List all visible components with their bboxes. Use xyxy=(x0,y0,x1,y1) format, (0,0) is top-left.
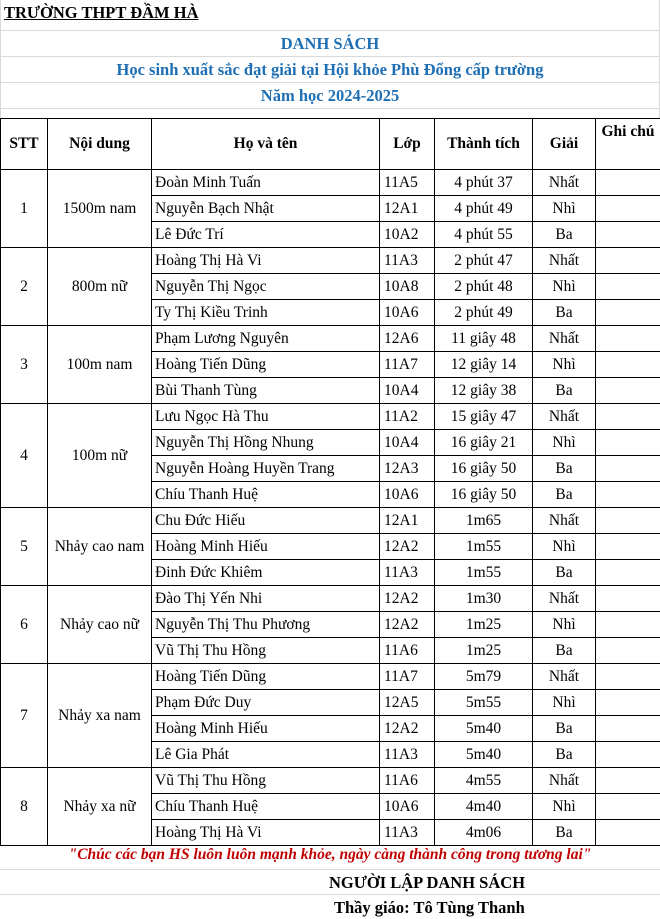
cell-class: 12A5 xyxy=(380,690,435,716)
school-year: Năm học 2024-2025 xyxy=(260,86,400,105)
cell-name: Nguyễn Thị Hồng Nhung xyxy=(152,430,380,456)
cell-class: 12A2 xyxy=(380,716,435,742)
cell-stt: 2 xyxy=(1,248,48,326)
cell-stt: 8 xyxy=(1,768,48,846)
cell-class: 12A2 xyxy=(380,612,435,638)
cell-note xyxy=(596,768,660,794)
table-row xyxy=(1,768,660,794)
cell-class: 10A4 xyxy=(380,430,435,456)
cell-prize: Ba xyxy=(533,482,596,508)
cell-event: Nhảy xa nữ xyxy=(48,768,152,846)
cell-result: 2 phút 47 xyxy=(435,248,533,274)
cell-class: 10A6 xyxy=(380,300,435,326)
cell-event: 800m nữ xyxy=(48,248,152,326)
cell-class: 11A7 xyxy=(380,664,435,690)
cell-result: 12 giây 38 xyxy=(435,378,533,404)
cell-name: Hoàng Tiến Dũng xyxy=(152,664,380,690)
cell-prize: Nhì xyxy=(533,274,596,300)
table-row xyxy=(1,404,660,430)
cell-name: Nguyễn Thị Thu Phương xyxy=(152,612,380,638)
cell-result: 4 phút 37 xyxy=(435,170,533,196)
cell-result: 4 phút 55 xyxy=(435,222,533,248)
cell-note xyxy=(596,482,660,508)
cell-name: Đoàn Minh Tuấn xyxy=(152,170,380,196)
cell-result: 11 giây 48 xyxy=(435,326,533,352)
cell-name: Nguyễn Thị Ngọc xyxy=(152,274,380,300)
table-row xyxy=(1,170,660,196)
cell-class: 11A3 xyxy=(380,560,435,586)
header-note: Ghi chú xyxy=(596,119,660,170)
cell-note xyxy=(596,456,660,482)
cell-class: 11A3 xyxy=(380,820,435,846)
cell-prize: Nhì xyxy=(533,196,596,222)
cell-note xyxy=(596,430,660,456)
cell-name: Vũ Thị Thu Hồng xyxy=(152,638,380,664)
cell-prize: Nhì xyxy=(533,794,596,820)
gridline xyxy=(0,30,660,31)
cell-result: 2 phút 49 xyxy=(435,300,533,326)
cell-name: Vũ Thị Thu Hồng xyxy=(152,768,380,794)
cell-class: 11A3 xyxy=(380,248,435,274)
cell-name: Nguyễn Bạch Nhật xyxy=(152,196,380,222)
cell-prize: Ba xyxy=(533,300,596,326)
cell-prize: Nhất xyxy=(533,170,596,196)
cell-class: 12A6 xyxy=(380,326,435,352)
gridline xyxy=(0,108,660,109)
table-row xyxy=(1,586,660,612)
table-row xyxy=(1,326,660,352)
results-table xyxy=(0,118,660,846)
cell-class: 10A2 xyxy=(380,222,435,248)
cell-stt: 3 xyxy=(1,326,48,404)
cell-result: 1m25 xyxy=(435,638,533,664)
cell-result: 4m55 xyxy=(435,768,533,794)
cell-class: 12A1 xyxy=(380,508,435,534)
cell-prize: Ba xyxy=(533,456,596,482)
cell-result: 5m79 xyxy=(435,664,533,690)
cell-result: 1m25 xyxy=(435,612,533,638)
cell-class: 11A6 xyxy=(380,638,435,664)
cell-note xyxy=(596,690,660,716)
table-body xyxy=(1,170,660,846)
gridline xyxy=(0,894,660,895)
cell-event: Nhảy cao nữ xyxy=(48,586,152,664)
cell-prize: Nhì xyxy=(533,690,596,716)
cell-note xyxy=(596,664,660,690)
cell-class: 11A6 xyxy=(380,768,435,794)
header-stt: STT xyxy=(1,119,48,170)
cell-note xyxy=(596,716,660,742)
cell-name: Chu Đức Hiếu xyxy=(152,508,380,534)
cell-prize: Ba xyxy=(533,222,596,248)
cell-result: 1m30 xyxy=(435,586,533,612)
cell-name: Nguyễn Hoàng Huyền Trang xyxy=(152,456,380,482)
cell-note xyxy=(596,612,660,638)
cell-prize: Nhất xyxy=(533,586,596,612)
cell-stt: 1 xyxy=(1,170,48,248)
cell-result: 4m40 xyxy=(435,794,533,820)
cell-result: 4m06 xyxy=(435,820,533,846)
cell-class: 10A8 xyxy=(380,274,435,300)
cell-class: 12A1 xyxy=(380,196,435,222)
cell-prize: Ba xyxy=(533,716,596,742)
cell-note xyxy=(596,404,660,430)
header-event: Nội dung xyxy=(48,119,152,170)
cell-class: 11A7 xyxy=(380,352,435,378)
cell-class: 12A2 xyxy=(380,586,435,612)
cell-prize: Nhì xyxy=(533,430,596,456)
cell-prize: Nhất xyxy=(533,326,596,352)
cell-result: 1m55 xyxy=(435,534,533,560)
cell-prize: Nhất xyxy=(533,248,596,274)
cell-result: 1m55 xyxy=(435,560,533,586)
cell-name: Hoàng Thị Hà Vi xyxy=(152,820,380,846)
cell-name: Chíu Thanh Huệ xyxy=(152,482,380,508)
cell-prize: Nhì xyxy=(533,612,596,638)
cell-name: Ty Thị Kiều Trinh xyxy=(152,300,380,326)
cell-prize: Nhì xyxy=(533,352,596,378)
cell-note xyxy=(596,508,660,534)
cell-stt: 5 xyxy=(1,508,48,586)
cell-prize: Nhất xyxy=(533,508,596,534)
cell-name: Phạm Đức Duy xyxy=(152,690,380,716)
cell-prize: Ba xyxy=(533,378,596,404)
cell-result: 12 giây 14 xyxy=(435,352,533,378)
cell-name: Hoàng Minh Hiếu xyxy=(152,534,380,560)
cell-class: 11A5 xyxy=(380,170,435,196)
document-subtitle: Học sinh xuất sắc đạt giải tại Hội khỏe Phù Đổng cấp trường xyxy=(116,60,544,79)
cell-class: 12A3 xyxy=(380,456,435,482)
gridline xyxy=(0,82,660,83)
table-row xyxy=(1,508,660,534)
cell-name: Hoàng Minh Hiếu xyxy=(152,716,380,742)
cell-prize: Nhất xyxy=(533,768,596,794)
cell-note xyxy=(596,378,660,404)
cell-class: 10A6 xyxy=(380,794,435,820)
cell-stt: 4 xyxy=(1,404,48,508)
gridline xyxy=(0,56,660,57)
cell-stt: 7 xyxy=(1,664,48,768)
cell-note xyxy=(596,638,660,664)
cell-event: 100m nữ xyxy=(48,404,152,508)
cell-prize: Ba xyxy=(533,638,596,664)
cell-event: 1500m nam xyxy=(48,170,152,248)
header-class: Lớp xyxy=(380,119,435,170)
document-title: DANH SÁCH xyxy=(280,34,380,53)
header-name: Họ và tên xyxy=(152,119,380,170)
cell-note xyxy=(596,820,660,846)
cell-note xyxy=(596,326,660,352)
table-header-row xyxy=(1,119,660,170)
cell-prize: Ba xyxy=(533,742,596,768)
cell-event: Nhảy xa nam xyxy=(48,664,152,768)
cell-prize: Nhì xyxy=(533,534,596,560)
cell-class: 10A6 xyxy=(380,482,435,508)
cell-name: Phạm Lương Nguyên xyxy=(152,326,380,352)
cell-result: 5m40 xyxy=(435,716,533,742)
cell-class: 10A4 xyxy=(380,378,435,404)
table-row xyxy=(1,248,660,274)
cell-result: 5m40 xyxy=(435,742,533,768)
cell-result: 16 giây 50 xyxy=(435,482,533,508)
cell-result: 1m65 xyxy=(435,508,533,534)
cell-prize: Nhất xyxy=(533,404,596,430)
cell-name: Lê Đức Trí xyxy=(152,222,380,248)
cell-note xyxy=(596,248,660,274)
cell-note xyxy=(596,794,660,820)
cell-prize: Ba xyxy=(533,820,596,846)
cell-class: 11A3 xyxy=(380,742,435,768)
cell-name: Lưu Ngọc Hà Thu xyxy=(152,404,380,430)
cell-note xyxy=(596,560,660,586)
cell-result: 4 phút 49 xyxy=(435,196,533,222)
cell-note xyxy=(596,534,660,560)
cell-name: Lê Gia Phát xyxy=(152,742,380,768)
cell-name: Bùi Thanh Tùng xyxy=(152,378,380,404)
header-prize: Giải xyxy=(533,119,596,170)
cell-note xyxy=(596,586,660,612)
cell-note xyxy=(596,352,660,378)
school-name: TRƯỜNG THPT ĐẦM HÀ xyxy=(4,3,199,22)
table-row xyxy=(1,664,660,690)
cell-result: 16 giây 50 xyxy=(435,456,533,482)
gridline xyxy=(0,869,660,870)
cell-name: Đinh Đức Khiêm xyxy=(152,560,380,586)
cell-note xyxy=(596,196,660,222)
cell-note xyxy=(596,222,660,248)
cell-event: 100m nam xyxy=(48,326,152,404)
cell-class: 11A2 xyxy=(380,404,435,430)
cell-note xyxy=(596,170,660,196)
cell-name: Hoàng Thị Hà Vi xyxy=(152,248,380,274)
cell-event: Nhảy cao nam xyxy=(48,508,152,586)
cell-prize: Ba xyxy=(533,560,596,586)
cell-result: 16 giây 21 xyxy=(435,430,533,456)
signer-title: NGƯỜI LẬP DANH SÁCH xyxy=(329,873,526,892)
cell-note xyxy=(596,742,660,768)
cell-name: Đào Thị Yến Nhi xyxy=(152,586,380,612)
cell-note xyxy=(596,300,660,326)
cell-result: 5m55 xyxy=(435,690,533,716)
cell-name: Chíu Thanh Huệ xyxy=(152,794,380,820)
cell-prize: Nhất xyxy=(533,664,596,690)
cell-name: Hoàng Tiến Dũng xyxy=(152,352,380,378)
cell-result: 2 phút 48 xyxy=(435,274,533,300)
cell-note xyxy=(596,274,660,300)
signer-name: Thầy giáo: Tô Tùng Thanh xyxy=(334,898,525,917)
encouragement-quote: "Chúc các bạn HS luôn luôn mạnh khỏe, ngày càng thành công trong tương lai" xyxy=(68,846,592,863)
header-result: Thành tích xyxy=(435,119,533,170)
cell-result: 15 giây 47 xyxy=(435,404,533,430)
cell-class: 12A2 xyxy=(380,534,435,560)
cell-stt: 6 xyxy=(1,586,48,664)
